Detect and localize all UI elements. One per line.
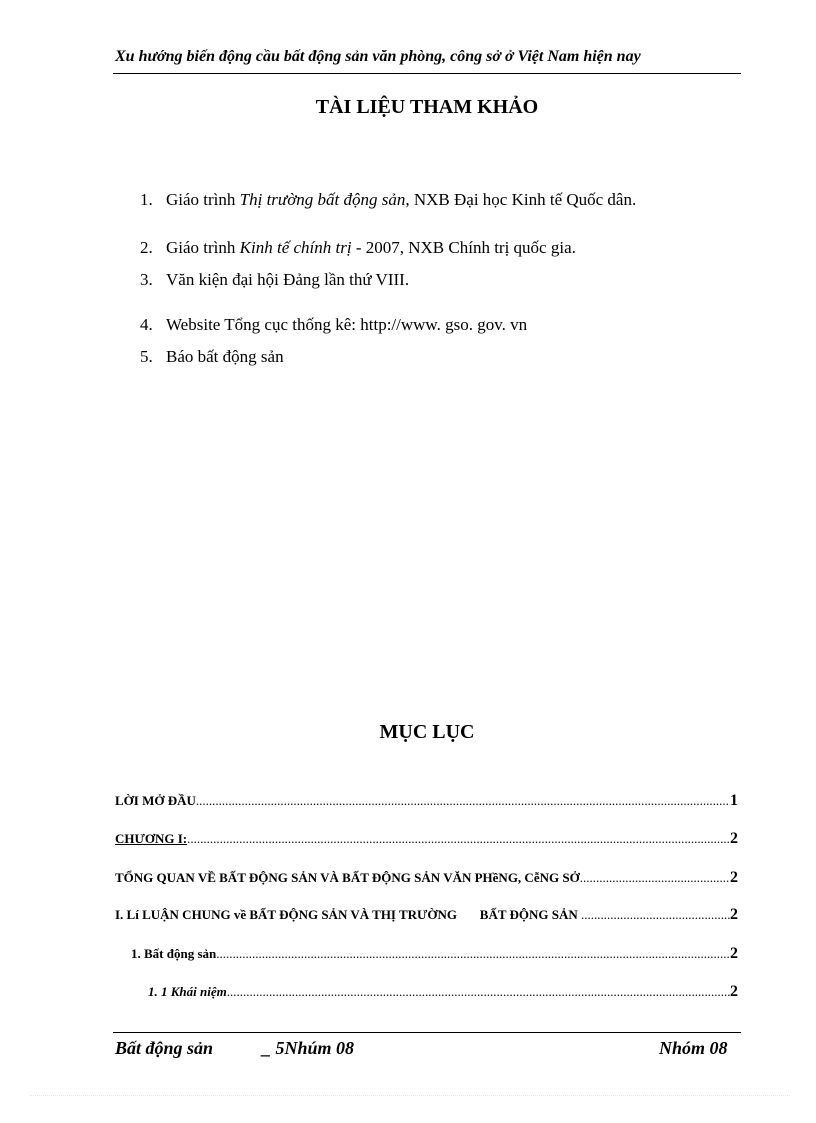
- toc-entry-label: 1. Bất động sản: [131, 946, 217, 961]
- toc-entry-label: I. Lí LUẬN CHUNG về BẤT ĐỘNG SẢN VÀ THỊ TRƯỜNG BẤT ĐỘNG SẢN: [115, 907, 582, 922]
- toc-entry-label: TỔNG QUAN VỀ BẤT ĐỘNG SẢN VÀ BẤT ĐỘNG SẢN VĂN PHềNG, CễNG SỞ: [115, 870, 580, 885]
- toc-entry-chuong-1[interactable]: [115, 830, 738, 848]
- toc-page-number: 2: [730, 906, 738, 923]
- reference-item: [140, 238, 576, 258]
- toc-leader-dots: [580, 870, 730, 886]
- reference-text: Báo bất động sản: [166, 347, 284, 366]
- toc-page-number: 2: [730, 830, 738, 847]
- toc-page-number: 1: [730, 792, 738, 809]
- footer-middle: _ 5Nhúm 08: [262, 1038, 355, 1058]
- reference-number: 1.: [140, 190, 153, 209]
- reference-item: [140, 315, 527, 335]
- toc-leader-dots: [187, 831, 730, 847]
- reference-text-tail: , NXB Đại học Kinh tế Quốc dân.: [405, 190, 637, 209]
- reference-number: 5.: [140, 347, 153, 366]
- toc-entry-ly-luan-chung[interactable]: [115, 906, 738, 924]
- references-title: TÀI LIỆU THAM KHẢO: [315, 96, 539, 118]
- footer-left: Bất động sản: [115, 1038, 214, 1058]
- reference-number: 3.: [140, 270, 153, 289]
- toc-leader-dots: [196, 793, 730, 809]
- footer-rule: [113, 1032, 741, 1033]
- page-bottom-border: [30, 1095, 790, 1096]
- reference-text: Website Tổng cục thống kê: http://www. gso. gov. vn: [166, 315, 528, 334]
- reference-item: [140, 190, 636, 210]
- toc-entry-khai-niem[interactable]: [148, 983, 738, 1001]
- running-header: Xu hướng biến động cầu bất động sản văn phòng, công sở ở Việt Nam hiện nay: [115, 48, 641, 65]
- toc-entry-label: 1. 1 Khái niệm: [148, 984, 227, 999]
- reference-item: [140, 270, 409, 290]
- toc-page-number: 2: [730, 945, 738, 962]
- reference-italic-title: Thị trường bất động sản: [239, 190, 406, 209]
- toc-entry-label: CHƯƠNG I:: [115, 831, 188, 846]
- reference-text: Giáo trình: [166, 190, 240, 209]
- reference-text: Giáo trình: [166, 238, 240, 257]
- toc-entry-bat-dong-san[interactable]: [131, 945, 738, 963]
- header-rule: [113, 73, 741, 74]
- toc-leader-dots: [581, 907, 730, 923]
- reference-number: 4.: [140, 315, 153, 334]
- toc-title: MỤC LỤC: [379, 721, 475, 743]
- toc-leader-dots: [227, 984, 730, 1000]
- toc-entry-tong-quan[interactable]: [115, 869, 738, 887]
- reference-text: Văn kiện đại hội Đảng lần thứ VIII.: [166, 270, 410, 289]
- toc-entry-loi-mo-dau[interactable]: [115, 792, 738, 810]
- reference-number: 2.: [140, 238, 153, 257]
- reference-item: [140, 347, 284, 367]
- toc-page-number: 2: [730, 869, 738, 886]
- toc-leader-dots: [216, 946, 730, 962]
- reference-text-tail: - 2007, NXB Chính trị quốc gia.: [351, 238, 576, 257]
- reference-italic-title: Kinh tế chính trị: [239, 238, 352, 257]
- toc-entry-label: LỜI MỞ ĐẦU: [115, 793, 196, 808]
- footer-right: Nhóm 08: [659, 1038, 728, 1058]
- toc-page-number: 2: [730, 983, 738, 1000]
